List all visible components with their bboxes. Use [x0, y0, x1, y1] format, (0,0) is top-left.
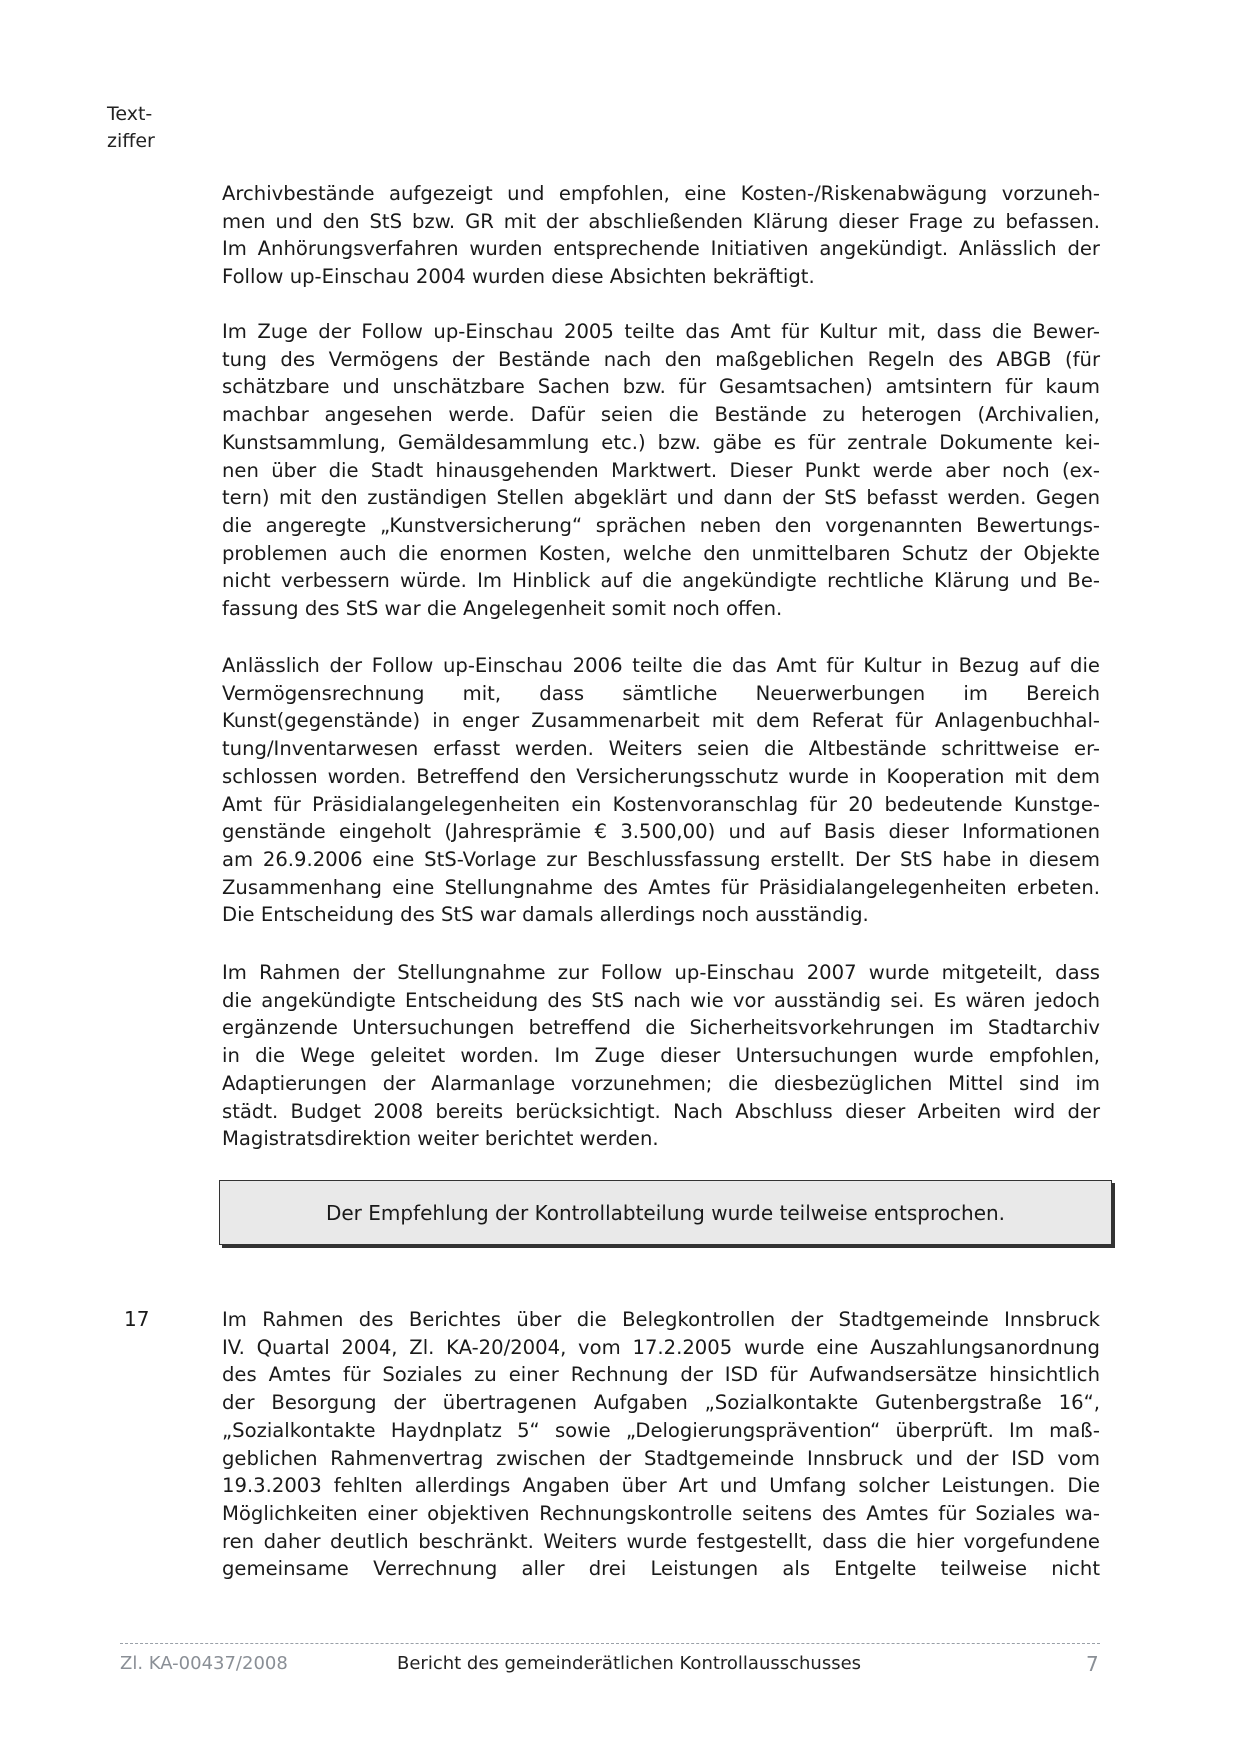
paragraph-archive-assessment [222, 180, 1100, 291]
text-line: Möglichkeiten einer objektiven Rechnungskontrolle seitens des Amtes für Soziales wa- [222, 1501, 1100, 1525]
text-line: 19.3.2003 fehlten allerdings Angaben über Art und Umfang solcher Leistungen. Die [222, 1474, 1100, 1498]
text-line: genstände eingeholt (Jahresprämie € 3.500,00) und auf Basis dieser Informationen [222, 820, 1100, 844]
text-line: schlossen worden. Betreffend den Versicherungsschutz wurde in Kooperation mit dem [222, 764, 1100, 788]
text-line: am 26.9.2006 eine StS-Vorlage zur Beschlussfassung erstellt. Der StS habe in diesem [222, 847, 1100, 871]
text-line: tung des Vermögens der Bestände nach den maßgeblichen Regeln des ABGB (für [222, 347, 1100, 371]
text-line: fassung des StS war die Angelegenheit somit noch offen. [222, 597, 783, 621]
text-line: ren daher deutlich beschränkt. Weiters wurde festgestellt, dass die hier vorgefundene [222, 1529, 1100, 1553]
footer-title: Bericht des gemeinderätlichen Kontrollausschusses [397, 1653, 862, 1674]
text-line: gemeinsame Verrechnung aller drei Leistungen als Entgelte teilweise nicht [222, 1557, 1100, 1581]
text-line: Kunstsammlung, Gemäldesammlung etc.) bzw. gäbe es für zentrale Dokumente kei- [222, 430, 1100, 454]
footer-page-number: 7 [1086, 1652, 1099, 1676]
text-line: Magistratsdirektion weiter berichtet werden. [222, 1127, 659, 1151]
text-line: der Besorgung der übertragenen Aufgaben „Sozialkontakte Gutenbergstraße 16“, [222, 1391, 1100, 1415]
text-line: Follow up-Einschau 2004 wurden diese Absichten bekräftigt. [222, 265, 815, 289]
text-line: Im Zuge der Follow up-Einschau 2005 teilte das Amt für Kultur mit, dass die Bewer- [222, 320, 1100, 343]
text-line: IV. Quartal 2004, Zl. KA-20/2004, vom 17.2.2005 wurde eine Auszahlungsanordnung [222, 1335, 1100, 1359]
text-line: Die Entscheidung des StS war damals allerdings noch ausständig. [222, 903, 869, 927]
paragraph-follow-up-2007 [222, 959, 1100, 1153]
text-line: geblichen Rahmenvertrag zwischen der Stadtgemeinde Innsbruck und der ISD vom [222, 1446, 1100, 1470]
text-line: Anlässlich der Follow up-Einschau 2006 teilte die das Amt für Kultur in Bezug auf die [222, 654, 1100, 677]
text-line: des Amtes für Soziales zu einer Rechnung der ISD für Aufwandsersätze hinsichtlich [222, 1363, 1100, 1387]
text-line: in die Wege geleitet worden. Im Zuge dieser Untersuchungen wurde empfohlen, [222, 1044, 1100, 1068]
text-line: men und den StS bzw. GR mit der abschließenden Klärung dieser Frage zu befassen. [222, 209, 1100, 233]
text-line: schätzbare und unschätzbare Sachen bzw. für Gesamtsachen) amtsintern für kaum [222, 375, 1100, 399]
text-line: problemen auch die enormen Kosten, welche den unmittelbaren Schutz der Objekte [222, 541, 1100, 565]
text-line: nicht verbessern würde. Im Hinblick auf die angekündigte rechtliche Klärung und Be- [222, 569, 1100, 593]
text-line: ergänzende Untersuchungen betreffend die Sicherheitsvorkehrungen im Stadtarchiv [222, 1016, 1100, 1040]
text-line: Kunst(gegenstände) in enger Zusammenarbeit mit dem Referat für Anlagenbuchhal- [222, 709, 1100, 733]
recommendation-status-box [219, 1180, 1112, 1245]
text-line: die angeregte „Kunstversicherung“ sprächen neben den vorgenannten Bewertungs- [222, 513, 1100, 537]
margin-label-line-2: ziffer [107, 130, 155, 152]
paragraph-follow-up-2005 [222, 318, 1100, 623]
text-line: Adaptierungen der Alarmanlage vorzunehmen; die diesbezüglichen Mittel sind im [222, 1071, 1100, 1095]
text-line: Vermögensrechnung mit, dass sämtliche Neuerwerbungen im Bereich [222, 681, 1100, 705]
text-line: Im Rahmen der Stellungnahme zur Follow up-Einschau 2007 wurde mitgeteilt, dass [222, 961, 1100, 984]
text-line: tung/Inventarwesen erfasst werden. Weiters seien die Altbestände schrittweise er- [222, 737, 1100, 761]
paragraph-follow-up-2006 [222, 652, 1100, 929]
text-line: städt. Budget 2008 bereits berücksichtigt. Nach Abschluss dieser Arbeiten wird der [222, 1099, 1100, 1123]
margin-label-textziffer [107, 101, 155, 155]
text-line: Im Rahmen des Berichtes über die Belegkontrollen der Stadtgemeinde Innsbruck [222, 1308, 1100, 1331]
text-line: die angekündigte Entscheidung des StS nach wie vor ausständig sei. Es wären jedoch [222, 988, 1100, 1012]
margin-label-line-1: Text- [107, 103, 153, 125]
footer-divider [120, 1643, 1100, 1644]
section-number: 17 [124, 1307, 150, 1331]
paragraph-section-17 [222, 1306, 1100, 1583]
text-line: „Sozialkontakte Haydnplatz 5“ sowie „Delogierungsprävention“ überprüft. Im maß- [222, 1418, 1100, 1442]
recommendation-status-text: Der Empfehlung der Kontrollabteilung wurde teilweise entsprochen. [325, 1200, 1006, 1225]
text-line: Archivbestände aufgezeigt und empfohlen, eine Kosten-/Riskenabwägung vorzuneh- [222, 182, 1100, 205]
text-line: Amt für Präsidialangelegenheiten ein Kostenvoranschlag für 20 bedeutende Kunstge- [222, 792, 1100, 816]
text-line: machbar angesehen werde. Dafür seien die Bestände zu heterogen (Archivalien, [222, 403, 1100, 427]
text-line: Zusammenhang eine Stellungnahme des Amtes für Präsidialangelegenheiten erbeten. [222, 875, 1100, 899]
text-line: nen über die Stadt hinausgehenden Marktwert. Dieser Punkt werde aber noch (ex- [222, 458, 1100, 482]
footer-reference: Zl. KA-00437/2008 [120, 1653, 288, 1674]
text-line: tern) mit den zuständigen Stellen abgeklärt und dann der StS befasst werden. Gegen [222, 486, 1100, 510]
text-line: Im Anhörungsverfahren wurden entsprechende Initiativen angekündigt. Anlässlich der [222, 237, 1100, 261]
